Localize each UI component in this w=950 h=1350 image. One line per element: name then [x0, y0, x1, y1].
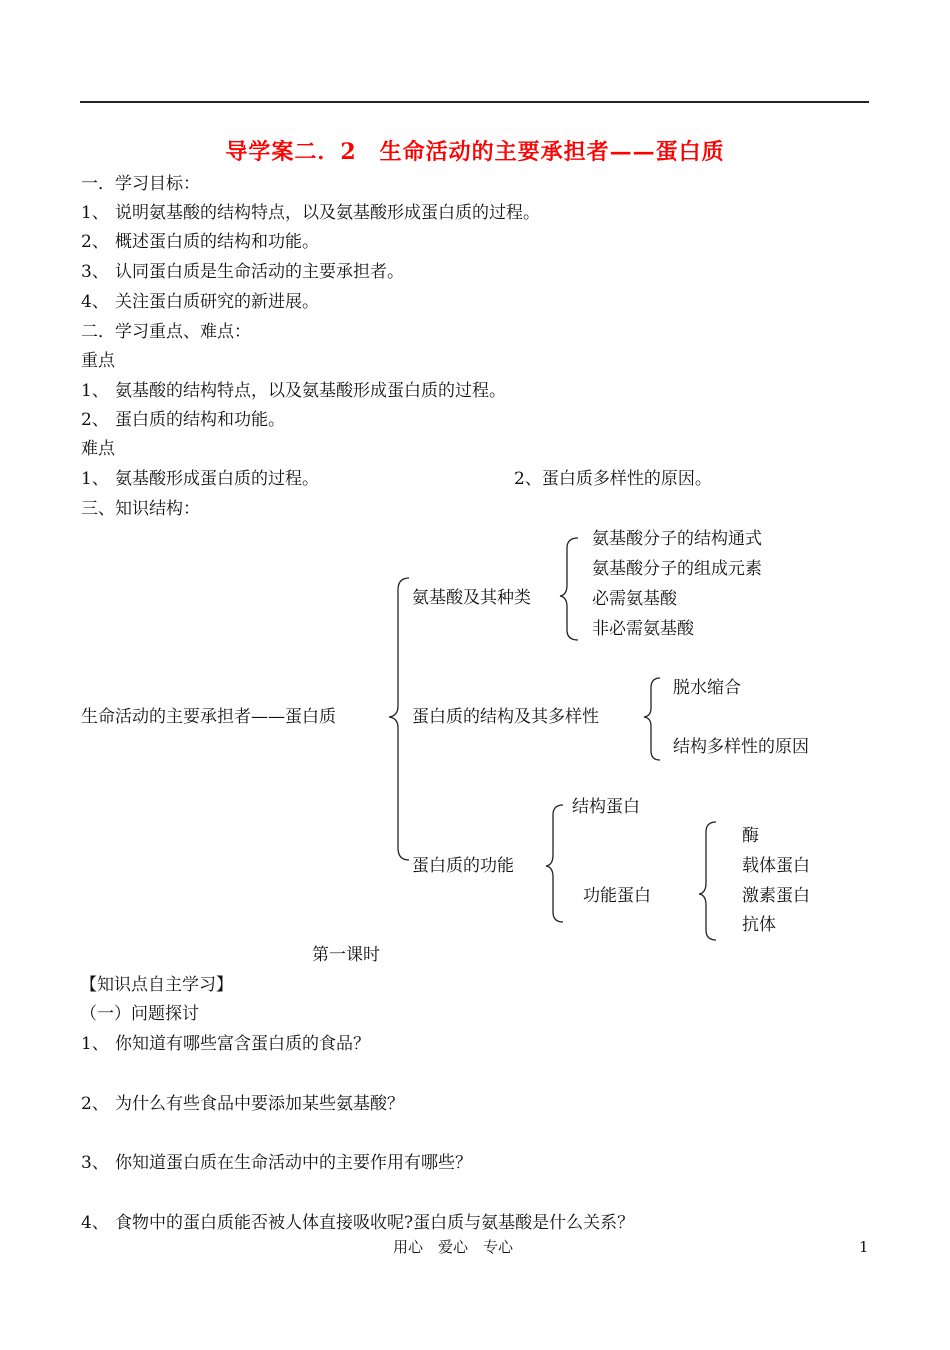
tree-node-functional-protein: 功能蛋白: [583, 886, 651, 906]
key-point-item: 1、 氨基酸的结构特点，以及氨基酸形成蛋白质的过程。: [81, 381, 506, 401]
tree-leaf: 激素蛋白: [742, 886, 810, 906]
tree-leaf: 氨基酸分子的结构通式: [592, 529, 762, 549]
self-study-heading: 【知识点自主学习】: [80, 975, 233, 995]
difficult-point-item: 1、 氨基酸形成蛋白质的过程。: [81, 469, 319, 489]
tree-leaf: 结构蛋白: [572, 797, 640, 817]
key-points-label: 重点: [81, 351, 115, 371]
question-item: 2、 为什么有些食品中要添加某些氨基酸？: [81, 1094, 404, 1114]
question-item: 1、 你知道有哪些富含蛋白质的食品？: [81, 1034, 370, 1054]
difficult-point-item: 2、蛋白质多样性的原因。: [514, 469, 712, 489]
section3-heading: 三、知识结构：: [81, 499, 200, 519]
tree-branch-function: 蛋白质的功能: [412, 856, 514, 876]
tree-leaf: 脱水缩合: [673, 678, 741, 698]
objective-item: 3、 认同蛋白质是生命活动的主要承担者。: [81, 262, 404, 282]
tree-leaf: 结构多样性的原因: [673, 737, 809, 757]
difficult-points-label: 难点: [81, 439, 115, 459]
tree-leaf: 非必需氨基酸: [592, 619, 694, 639]
section2-heading: 二．学习重点、难点：: [81, 322, 251, 342]
tree-leaf: 抗体: [742, 915, 776, 935]
page-number: 1: [859, 1238, 869, 1256]
page-title: 导学案二．2 生命活动的主要承担者——蛋白质: [225, 139, 725, 165]
tree-root: 生命活动的主要承担者——蛋白质: [81, 707, 336, 727]
lesson-label: 第一课时: [312, 945, 380, 965]
tree-leaf: 必需氨基酸: [592, 589, 677, 609]
tree-branch-amino-acids: 氨基酸及其种类: [412, 588, 531, 608]
objective-item: 2、 概述蛋白质的结构和功能。: [81, 232, 319, 252]
objective-item: 4、 关注蛋白质研究的新进展。: [81, 292, 319, 312]
tree-leaf: 酶: [742, 826, 759, 846]
tree-leaf: 氨基酸分子的组成元素: [592, 559, 762, 579]
question-item: 3、 你知道蛋白质在生命活动中的主要作用有哪些？: [81, 1153, 472, 1173]
tree-branch-structure: 蛋白质的结构及其多样性: [412, 707, 599, 727]
key-point-item: 2、 蛋白质的结构和功能。: [81, 410, 285, 430]
objective-item: 1、 说明氨基酸的结构特点，以及氨基酸形成蛋白质的过程。: [81, 203, 540, 223]
tree-leaf: 载体蛋白: [742, 856, 810, 876]
self-study-subheading: （一）问题探讨: [80, 1004, 199, 1024]
section1-heading: 一．学习目标：: [81, 174, 200, 194]
question-item: 4、 食物中的蛋白质能否被人体直接吸收呢?蛋白质与氨基酸是什么关系？: [81, 1213, 635, 1233]
footer-motto: 用心 爱心 专心: [393, 1238, 514, 1256]
